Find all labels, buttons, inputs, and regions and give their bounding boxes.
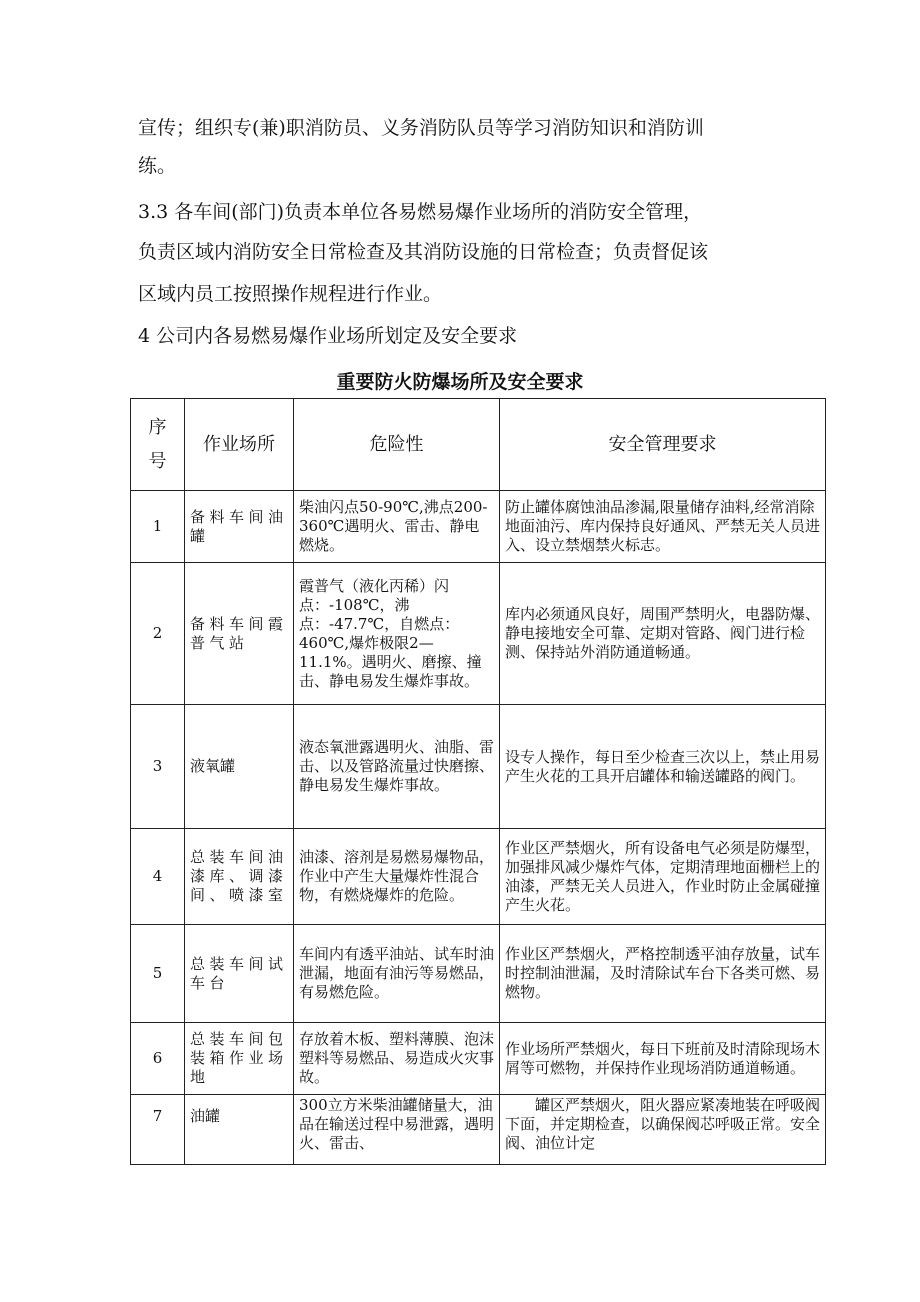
table-row (131, 925, 826, 1023)
row-no: 5 (131, 925, 185, 1023)
table-title: 重要防火防爆场所及安全要求 (336, 371, 584, 393)
row-hazard: 液态氧泄露遇明火、油脂、雷击、以及管路流量过快磨擦、静电易发生爆炸事故。 (294, 705, 500, 829)
row-no: 4 (131, 829, 185, 925)
row-requirement: 防止罐体腐蚀油品渗漏,限量储存油料,经常消除地面油污、库内保持良好通风、严禁无关人员进入、设立禁烟禁火标志。 (500, 491, 826, 563)
row-place: 备料车间油罐 (185, 491, 294, 563)
row-hazard: 霞普气（液化丙稀）闪点：-108℃，沸点：-47.7℃，自燃点：460℃,爆炸极限2—11.1%。遇明火、磨擦、撞击、静电易发生爆炸事故。 (294, 563, 500, 705)
row-place: 总装车间包装箱作业场地 (185, 1023, 294, 1095)
row-hazard: 油漆、溶剂是易燃易爆物品，作业中产生大量爆炸性混合物，有燃烧爆炸的危险。 (294, 829, 500, 925)
table-row (131, 563, 826, 705)
header-no-top: 序 (148, 416, 167, 438)
table-row (131, 1095, 826, 1165)
row-requirement: 作业区严禁烟火，所有设备电气必须是防爆型，加强排风减少爆炸气体，定期清理地面栅栏上的油漆，严禁无关人员进入，作业时防止金属碰撞产生火花。 (500, 829, 826, 925)
table-row (131, 1023, 826, 1095)
table-row (131, 705, 826, 829)
section-3-3-line: 3.3 各车间(部门)负责本单位各易燃易爆作业场所的消防安全管理， (138, 201, 703, 223)
row-no: 7 (131, 1095, 185, 1165)
paragraph-line: 宣传；组织专(兼)职消防员、义务消防队员等学习消防知识和消防训 (138, 117, 704, 139)
table-header-row (131, 399, 826, 491)
header-no (131, 399, 185, 491)
row-requirement: 设专人操作，每日至少检查三次以上，禁止用易产生火花的工具开启罐体和输送罐路的阀门。 (500, 705, 826, 829)
section-3-3-line: 负责区域内消防安全日常检查及其消防设施的日常检查；负责督促该 (138, 241, 709, 263)
row-hazard: 存放着木板、塑料薄膜、泡沫塑料等易燃品、易造成火灾事故。 (294, 1023, 500, 1095)
paragraph-line: 练。 (138, 155, 177, 177)
row-place: 总装车间油漆库、调漆间、喷漆室 (185, 829, 294, 925)
row-requirement: 罐区严禁烟火，阻火器应紧凑地装在呼吸阀下面，并定期检查，以确保阀芯呼吸正常。安全阀、油位计定 (500, 1095, 826, 1165)
safety-requirements-table (130, 398, 826, 1165)
row-no: 2 (131, 563, 185, 705)
header-requirement: 安全管理要求 (500, 399, 826, 491)
header-hazard: 危险性 (294, 399, 500, 491)
row-place: 总装车间试车台 (185, 925, 294, 1023)
section-4-heading: 4 公司内各易燃易爆作业场所划定及安全要求 (138, 325, 518, 347)
row-hazard: 车间内有透平油站、试车时油泄漏，地面有油污等易燃品，有易燃危险。 (294, 925, 500, 1023)
row-no: 3 (131, 705, 185, 829)
row-hazard: 300立方米柴油罐储量大，油品在输送过程中易泄露，遇明火、雷击、 (294, 1095, 500, 1165)
row-no: 1 (131, 491, 185, 563)
row-place: 油罐 (185, 1095, 294, 1165)
header-no-bottom: 号 (148, 450, 167, 472)
row-requirement: 作业区严禁烟火，严格控制透平油存放量，试车时控制油泄漏，及时清除试车台下各类可燃、易燃物。 (500, 925, 826, 1023)
row-no: 6 (131, 1023, 185, 1095)
row-place: 液氧罐 (185, 705, 294, 829)
section-3-3-line: 区域内员工按照操作规程进行作业。 (138, 283, 443, 305)
table-row (131, 491, 826, 563)
header-place: 作业场所 (185, 399, 294, 491)
row-requirement: 作业场所严禁烟火，每日下班前及时清除现场木屑等可燃物，并保持作业现场消防通道畅通。 (500, 1023, 826, 1095)
table-row (131, 829, 826, 925)
row-requirement: 库内必须通风良好，周围严禁明火，电器防爆、静电接地安全可靠、定期对管路、阀门进行检测、保持站外消防通道畅通。 (500, 563, 826, 705)
row-hazard: 柴油闪点50-90℃,沸点200-360℃遇明火、雷击、静电燃烧。 (294, 491, 500, 563)
row-place: 备料车间霞普气站 (185, 563, 294, 705)
